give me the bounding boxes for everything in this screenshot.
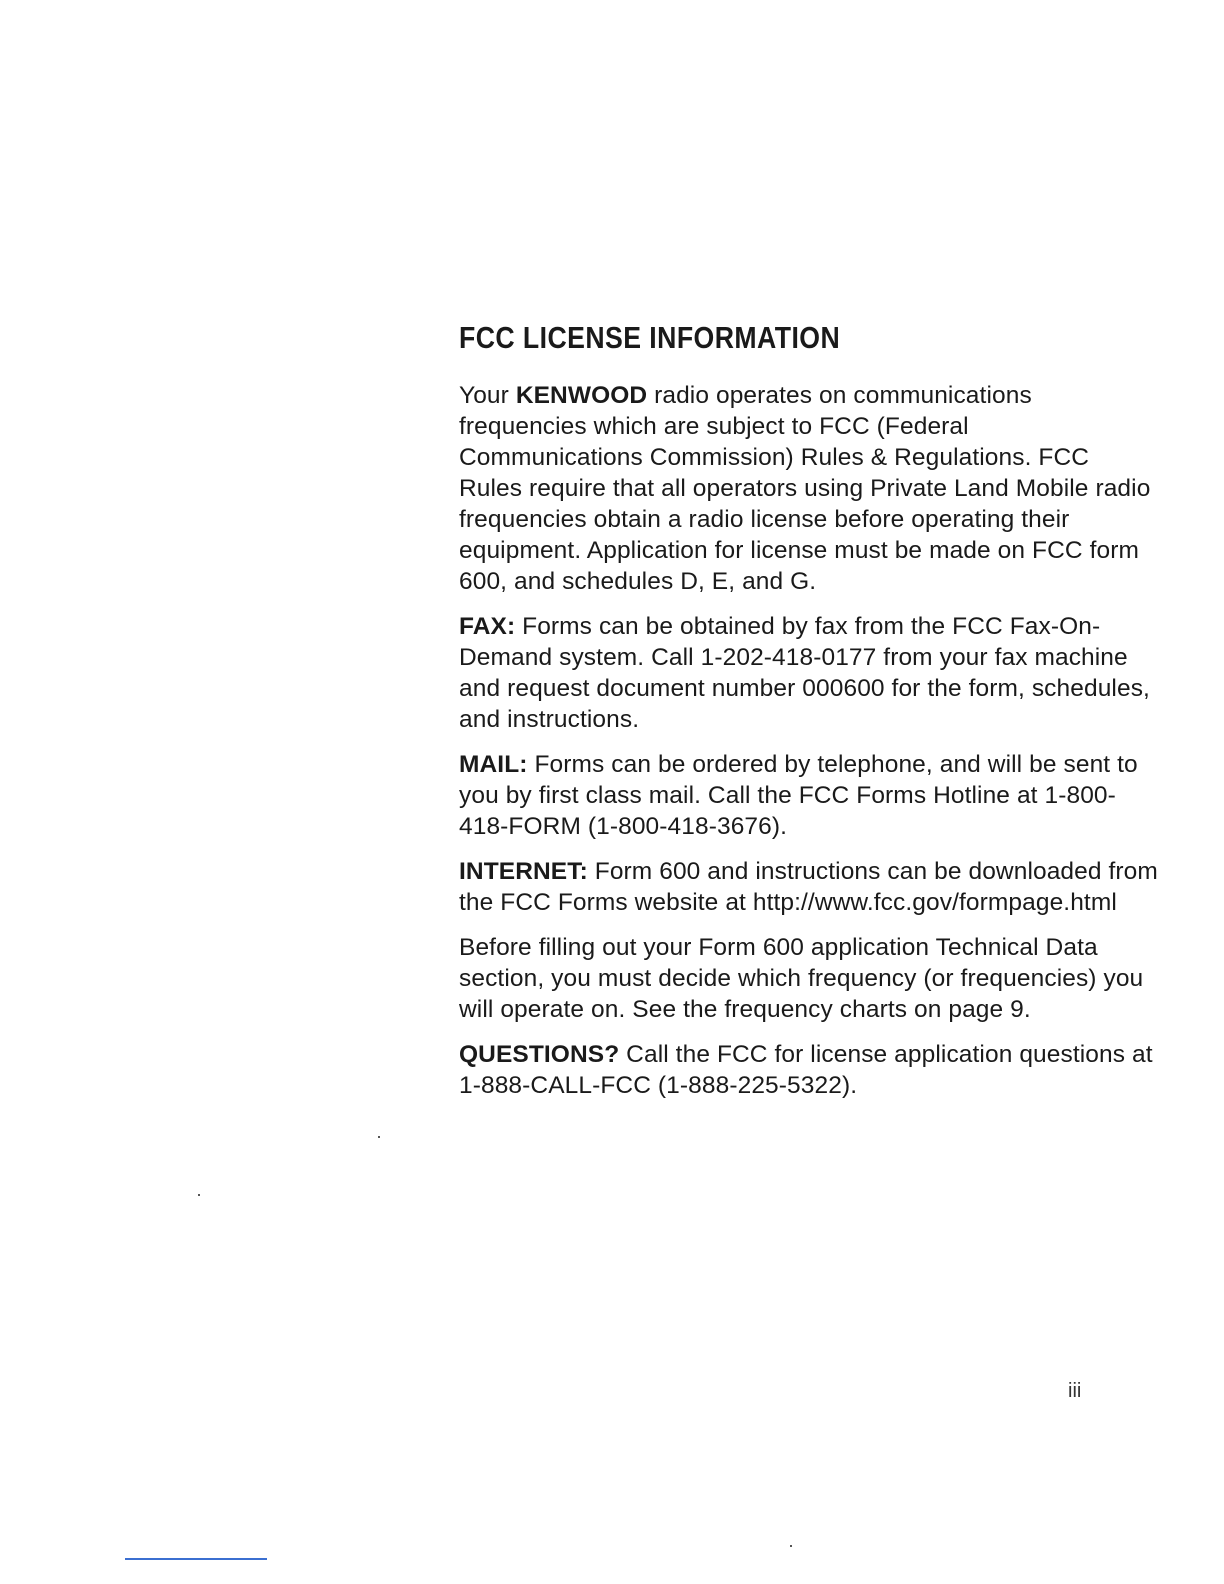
mail-paragraph — [459, 749, 1159, 842]
internet-paragraph — [459, 856, 1159, 918]
before-paragraph: Before filling out your Form 600 application Technical Data section, you must decide which frequency (or frequencies) you will operate on. See the frequency charts on page 9. — [459, 934, 1144, 1023]
intro-text: radio operates on communications frequencies which are subject to FCC (Federal Communications Commission) Rules & Regulations. FCC Rules require that all operators using Private Land Mobile radio frequencies obtain a radio license before operating their equipment. Application for license must be made on FCC form 600, and schedules D, E, and G. — [459, 382, 1151, 595]
fcc-license-section — [459, 318, 1159, 1115]
internet-label: INTERNET: — [459, 858, 588, 885]
page-number: iii — [1068, 1380, 1082, 1402]
fax-paragraph — [459, 611, 1159, 735]
questions-text: Call the FCC for license application questions at 1-888-CALL-FCC (1-888-225-5322). — [459, 1041, 1153, 1099]
scan-speck — [198, 1194, 200, 1196]
internet-text: Form 600 and instructions can be downloaded from the FCC Forms website at http://www.fcc.gov/formpage.html — [459, 858, 1158, 916]
brand-name: KENWOOD — [515, 382, 648, 409]
blue-underline-rule — [125, 1558, 267, 1560]
fax-label: FAX: — [459, 613, 516, 640]
page-title: FCC LICENSE INFORMATION — [459, 320, 841, 355]
fax-text: Forms can be obtained by fax from the FCC Fax-On-Demand system. Call 1-202-418-0177 from your fax machine and request document number 000600 for the form, schedules, and instructions. — [459, 613, 1150, 733]
mail-label: MAIL: — [459, 751, 528, 778]
intro-paragraph — [459, 380, 1159, 597]
mail-text: Forms can be ordered by telephone, and will be sent to you by first class mail. Call the FCC Forms Hotline at 1-800-418-FORM (1-800-418-3676). — [459, 751, 1138, 840]
questions-paragraph — [459, 1039, 1159, 1101]
questions-label: QUESTIONS? — [459, 1041, 620, 1068]
intro-prefix: Your — [459, 382, 516, 409]
scan-speck — [790, 1545, 792, 1547]
scan-speck — [378, 1136, 380, 1138]
